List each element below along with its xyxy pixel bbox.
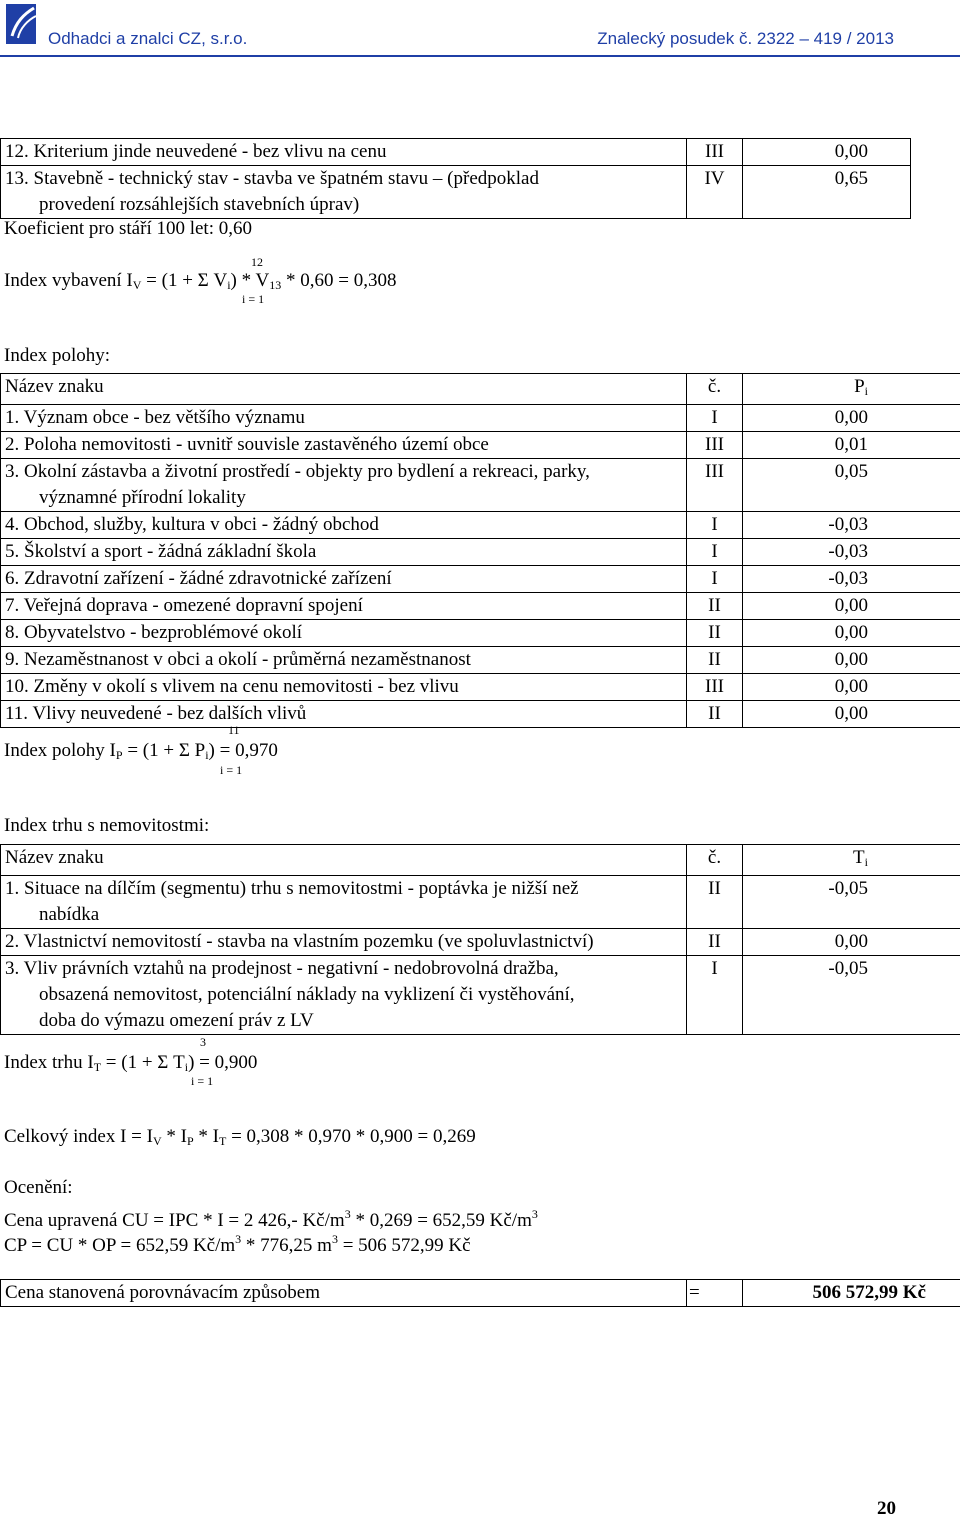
criterion-value: 0,05 xyxy=(743,459,960,512)
vybaveni-table xyxy=(0,138,911,219)
formula-part: * 776,25 m xyxy=(241,1235,332,1256)
criterion-text-cell xyxy=(1,956,687,1035)
table-row xyxy=(1,620,960,647)
formula-sup: 3 xyxy=(531,1207,538,1221)
formula-sub: 13 xyxy=(269,278,282,292)
criterion-text-cont: provedení rozsáhlejších stavebních úprav) xyxy=(39,194,360,215)
col-header-name: Název znaku xyxy=(1,845,687,876)
criterion-text: 1. Význam obce - bez většího významu xyxy=(5,407,305,428)
criterion-text-cell xyxy=(1,929,687,956)
table-header-row xyxy=(1,374,960,405)
criterion-class: II xyxy=(687,620,743,647)
criterion-value: 0,00 xyxy=(743,593,960,620)
formula-part: Cena upravená CU = IPC * I = 2 426,- Kč/m xyxy=(4,1210,345,1231)
criterion-class: II xyxy=(687,929,743,956)
criterion-text-cell xyxy=(1,166,687,219)
criterion-text-cell xyxy=(1,405,687,432)
formula-sub: P xyxy=(186,1134,194,1148)
sum-upper-limit: 12 xyxy=(251,255,263,269)
criterion-class: III xyxy=(687,459,743,512)
col-header-p-sub: i xyxy=(864,384,868,398)
col-header-t xyxy=(743,845,960,876)
criterion-value: 0,00 xyxy=(743,701,960,728)
formula-sub: i xyxy=(205,748,209,762)
col-header-t-sub: i xyxy=(864,855,868,869)
report-number: Znalecký posudek č. 2322 – 419 / 2013 xyxy=(597,29,894,48)
criterion-class: II xyxy=(687,701,743,728)
criterion-value: 0,00 xyxy=(743,647,960,674)
formula-sup: 3 xyxy=(344,1207,351,1221)
final-price-value: 506 572,99 Kč xyxy=(743,1280,960,1307)
index-trhu-heading: Index trhu s nemovitostmi: xyxy=(4,815,210,836)
koeficient-text: Koeficient pro stáří 100 let: 0,60 xyxy=(4,218,252,239)
formula-part: ) = 0,900 xyxy=(188,1052,258,1073)
table-row xyxy=(1,701,960,728)
celkovy-index xyxy=(4,1126,476,1149)
criterion-class: II xyxy=(687,593,743,620)
table-row xyxy=(1,647,960,674)
criterion-text-cell xyxy=(1,459,687,512)
table-row xyxy=(1,1280,960,1307)
formula-sup: 3 xyxy=(235,1232,242,1246)
criterion-value: 0,01 xyxy=(743,432,960,459)
formula-sub: i xyxy=(227,278,231,292)
criterion-text: 2. Vlastnictví nemovitostí - stavba na vlastním pozemku (ve spoluvlastnictví) xyxy=(5,931,594,952)
criterion-class: III xyxy=(687,139,743,166)
criterion-class: I xyxy=(687,566,743,593)
table-row xyxy=(1,459,960,512)
formula-part: = (1 + Σ T xyxy=(101,1052,185,1073)
sum-upper-limit: 11 xyxy=(228,723,240,737)
formula-part: Index vybavení I xyxy=(4,270,133,291)
criterion-text: 2. Poloha nemovitosti - uvnitř souvisle zastavěného území obce xyxy=(5,434,489,455)
criterion-text: 5. Školství a sport - žádná základní škola xyxy=(5,541,317,562)
criterion-value: 0,00 xyxy=(743,405,960,432)
criterion-text-cell xyxy=(1,674,687,701)
sum-lower-limit: i = 1 xyxy=(191,1074,214,1088)
cp-line xyxy=(4,1232,471,1257)
criterion-text-cell xyxy=(1,566,687,593)
criterion-class: II xyxy=(687,876,743,929)
criterion-value: -0,03 xyxy=(743,512,960,539)
formula-part: * 0,60 = 0,308 xyxy=(281,270,397,291)
criterion-text: 7. Veřejná doprava - omezené dopravní spojení xyxy=(5,595,363,616)
criterion-value: -0,03 xyxy=(743,539,960,566)
formula-part: * 0,269 = 652,59 Kč/m xyxy=(350,1210,532,1231)
col-header-c: č. xyxy=(687,845,743,876)
table-row xyxy=(1,593,960,620)
formula-part: CP = CU * OP = 652,59 Kč/m xyxy=(4,1235,236,1256)
col-header-p xyxy=(743,374,960,405)
index-polohy-heading: Index polohy: xyxy=(4,345,111,366)
criterion-class: I xyxy=(687,405,743,432)
criterion-text-cell xyxy=(1,512,687,539)
formula-sub: T xyxy=(93,1060,102,1074)
header-divider xyxy=(0,55,960,57)
formula-part: ) * V xyxy=(230,270,270,291)
sum-lower-limit: i = 1 xyxy=(242,292,265,306)
trhu-table xyxy=(0,844,960,1035)
criterion-text-cell xyxy=(1,593,687,620)
index-vybaveni-formula xyxy=(4,270,396,293)
criterion-class: IV xyxy=(687,166,743,219)
table-row xyxy=(1,539,960,566)
criterion-text: 10. Změny v okolí s vlivem na cenu nemovitosti - bez vlivu xyxy=(5,676,459,697)
formula-part: = (1 + Σ V xyxy=(141,270,228,291)
table-row xyxy=(1,432,960,459)
criterion-value: 0,00 xyxy=(743,929,960,956)
table-row xyxy=(1,405,960,432)
formula-sub: i xyxy=(184,1060,189,1074)
polohy-table xyxy=(0,373,960,728)
col-header-p-letter: P xyxy=(854,376,865,397)
criterion-class: III xyxy=(687,432,743,459)
criterion-text: 1. Situace na dílčím (segmentu) trhu s nemovitostmi - poptávka je nižší než xyxy=(5,878,579,899)
table-row xyxy=(1,674,960,701)
criterion-text: 6. Zdravotní zařízení - žádné zdravotnické zařízení xyxy=(5,568,392,589)
criterion-text: 11. Vlivy neuvedené - bez dalších vlivů xyxy=(5,703,307,724)
criterion-text: 8. Obyvatelstvo - bezproblémové okolí xyxy=(5,622,303,643)
formula-part: = 0,308 * 0,970 * 0,900 = 0,269 xyxy=(226,1126,476,1147)
col-header-name: Název znaku xyxy=(1,374,687,405)
table-row xyxy=(1,139,911,166)
cena-upravena-line xyxy=(4,1207,538,1232)
company-name: Odhadci a znalci CZ, s.r.o. xyxy=(48,29,248,48)
criterion-class: II xyxy=(687,647,743,674)
criterion-text-cell xyxy=(1,876,687,929)
criterion-text-cont: významné přírodní lokality xyxy=(39,487,246,508)
sum-lower-limit: i = 1 xyxy=(220,763,243,777)
criterion-text: 3. Okolní zástavba a životní prostředí - objekty pro bydlení a rekreaci, parky, xyxy=(5,461,590,482)
criterion-text: 9. Nezaměstnanost v obci a okolí - průměrná nezaměstnanost xyxy=(5,649,471,670)
formula-part: = (1 + Σ P xyxy=(122,740,206,761)
col-header-t-letter: T xyxy=(853,847,865,868)
criterion-text-cell xyxy=(1,539,687,566)
criterion-class: I xyxy=(687,539,743,566)
criterion-class: I xyxy=(687,956,743,1035)
oceneni-heading: Ocenění: xyxy=(4,1177,73,1198)
formula-sup: 3 xyxy=(331,1232,338,1246)
table-row xyxy=(1,166,911,219)
criterion-value: -0,05 xyxy=(743,876,960,929)
criterion-text: 3. Vliv právních vztahů na prodejnost - negativní - nedobrovolná dražba, xyxy=(5,958,559,979)
formula-part: ) = 0,970 xyxy=(208,740,278,761)
final-price-eq: = xyxy=(687,1280,743,1307)
final-price-label: Cena stanovená porovnávacím způsobem xyxy=(1,1280,687,1307)
criterion-text-cell xyxy=(1,620,687,647)
criterion-text-cell xyxy=(1,647,687,674)
criterion-class: I xyxy=(687,512,743,539)
final-price-table xyxy=(0,1279,960,1307)
table-header-row xyxy=(1,845,960,876)
table-row xyxy=(1,956,960,1035)
company-logo-icon xyxy=(4,2,42,48)
formula-part: * I xyxy=(161,1126,187,1147)
table-row xyxy=(1,566,960,593)
formula-sub: P xyxy=(115,748,123,762)
criterion-text: 4. Obchod, služby, kultura v obci - žádný obchod xyxy=(5,514,379,535)
criterion-value: 0,00 xyxy=(743,139,911,166)
criterion-text-cont: obsazená nemovitost, potenciální náklady na vyklizení či vystěhování, xyxy=(39,984,575,1005)
formula-part: Celkový index I = I xyxy=(4,1126,153,1147)
criterion-value: 0,00 xyxy=(743,620,960,647)
criterion-value: 0,65 xyxy=(743,166,911,219)
criterion-value: 0,00 xyxy=(743,674,960,701)
table-row xyxy=(1,929,960,956)
formula-part: Index polohy I xyxy=(4,740,116,761)
criterion-text-cont: doba do výmazu omezení práv z LV xyxy=(39,1010,314,1031)
formula-sub: V xyxy=(152,1134,162,1148)
formula-part: Index trhu I xyxy=(4,1052,94,1073)
formula-sub: T xyxy=(218,1134,227,1148)
index-trhu-formula xyxy=(4,1052,257,1075)
table-row xyxy=(1,876,960,929)
criterion-value: -0,05 xyxy=(743,956,960,1035)
col-header-c: č. xyxy=(687,374,743,405)
sum-upper-limit: 3 xyxy=(200,1035,206,1049)
criterion-text: 12. Kriterium jinde neuvedené - bez vlivu na cenu xyxy=(1,139,687,166)
criterion-text-cont: nabídka xyxy=(39,904,100,925)
criterion-text-cell xyxy=(1,432,687,459)
formula-sub: V xyxy=(132,278,142,292)
page-number: 20 xyxy=(877,1498,896,1519)
criterion-text: 13. Stavebně - technický stav - stavba ve špatném stavu – (předpoklad xyxy=(5,168,539,189)
table-row xyxy=(1,512,960,539)
criterion-text-cell xyxy=(1,701,687,728)
criterion-value: -0,03 xyxy=(743,566,960,593)
criterion-class: III xyxy=(687,674,743,701)
index-polohy-formula xyxy=(4,740,278,763)
formula-part: * I xyxy=(193,1126,219,1147)
formula-part: = 506 572,99 Kč xyxy=(337,1235,471,1256)
